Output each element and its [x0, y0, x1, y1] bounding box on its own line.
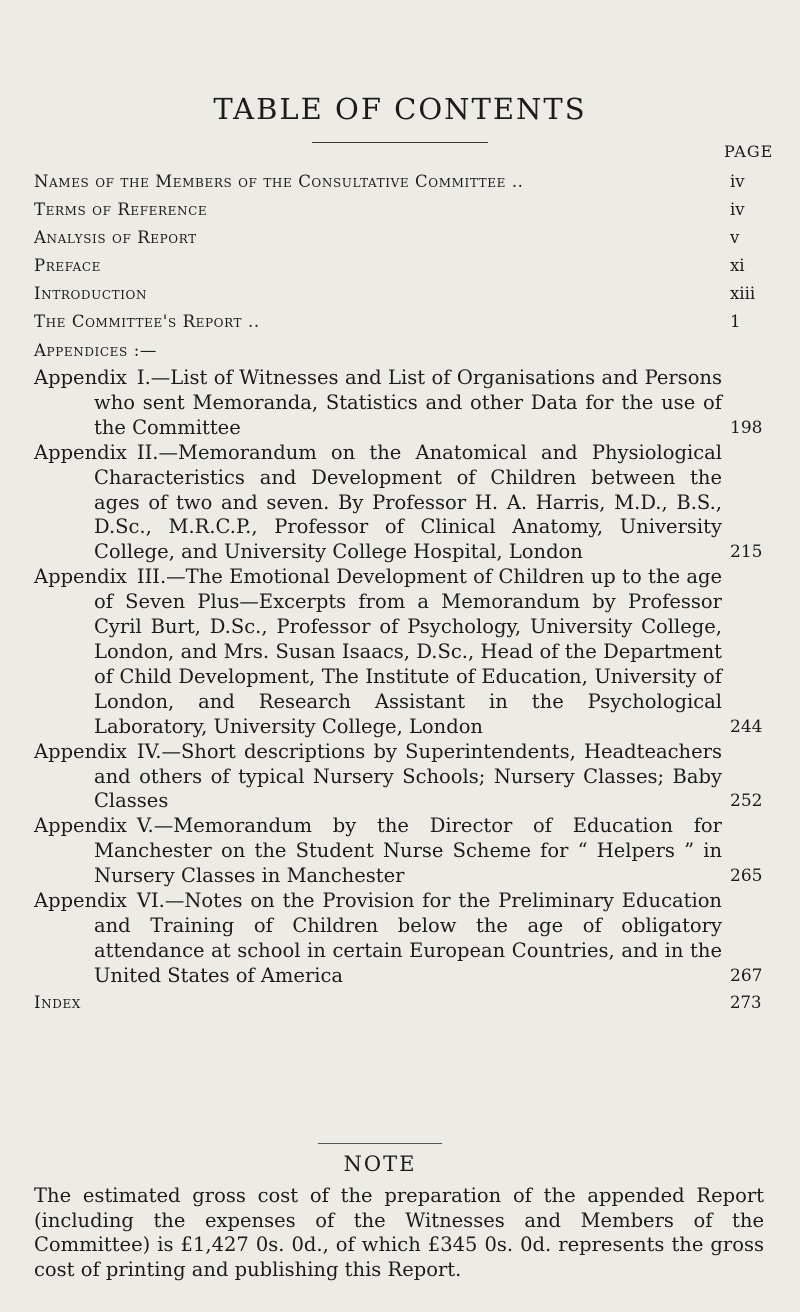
toc-entry-index [34, 989, 800, 1017]
appendix-entry-2 [34, 441, 800, 566]
appendix-label: Appendix [34, 739, 127, 763]
toc-entry-terms-of-reference [34, 196, 800, 224]
title-rule [312, 142, 488, 143]
toc-entry-label: Analysis of Report [34, 228, 197, 247]
toc-entry-committee-report [34, 308, 800, 336]
appendix-page: 215 [730, 542, 763, 563]
table-of-contents [34, 168, 800, 1017]
appendix-text: I.—List of Witnesses and List of Organisations and Persons who sent Memoranda, Statistics and other Data for the use of the Committee [94, 366, 722, 439]
appendix-page: 267 [730, 965, 763, 986]
appendix-label: Appendix [34, 889, 127, 913]
toc-entry-page: 1 [730, 312, 741, 331]
index-label: Index [34, 992, 81, 1012]
note-text: The estimated gross cost of the preparation of the appended Report (including the expenses of the Witnesses and Members of the Committee) is £1,427 0s. 0d., of which £345 0s. 0d. represents the gross cost of printing and publishing this Report. [34, 1184, 764, 1281]
toc-entry-label: The Committee's Report .. [34, 312, 260, 331]
toc-entry-label: Preface [34, 256, 101, 275]
toc-entry-page: iv [730, 172, 745, 191]
appendix-entry-3 [34, 565, 800, 739]
appendix-entry-6 [34, 889, 800, 989]
toc-entry-analysis [34, 224, 800, 252]
page-title: TABLE OF CONTENTS [213, 92, 587, 126]
toc-entry-introduction [34, 280, 800, 308]
toc-entry-page: xi [730, 256, 745, 275]
toc-entry-preface [34, 252, 800, 280]
toc-entry-page: v [730, 228, 740, 247]
toc-entry-committee-members [34, 168, 800, 196]
note-rule [318, 1143, 442, 1144]
appendix-label: Appendix [34, 440, 127, 464]
appendix-entry-4 [34, 740, 800, 815]
appendix-page: 252 [730, 791, 763, 812]
appendix-page: 265 [730, 866, 763, 887]
toc-entry-page: xiii [730, 284, 756, 303]
toc-entry-label: Names of the Members of the Consultative Committee .. [34, 172, 524, 191]
appendix-text: III.—The Emotional Development of Children up to the age of Seven Plus—Excerpts from a Memorandum by Professor Cyril Burt, D.Sc., Professor of Psychology, University College, London, and Mrs. Susan Isaacs, D.Sc., Head of the Department of Child Development, The Institute of Education, University of London, and Research Assistant in the Psychological Laboratory, University College, London [94, 565, 722, 738]
appendix-entry-5 [34, 814, 800, 889]
appendix-text: IV.—Short descriptions by Superintendents, Headteachers and others of typical Nursery Schools; Nursery Classes; Baby Classes [94, 739, 722, 813]
appendix-text: II.—Memorandum on the Anatomical and Physiological Characteristics and Development of Children between the ages of two and seven. By Professor H. A. Harris, M.D., B.S., D.Sc., M.R.C.P., Professor of Clinical Anatomy, University College, and University College Hospital, London [94, 440, 722, 564]
appendix-label: Appendix [34, 565, 127, 589]
toc-entry-label: Introduction [34, 284, 148, 303]
appendix-text: V.—Memorandum by the Director of Education for Manchester on the Student Nurse Scheme for “ Helpers ” in Nursery Classes in Manchester [94, 814, 722, 888]
index-page: 273 [730, 992, 762, 1012]
appendix-page: 244 [730, 716, 763, 737]
appendices-heading: Appendices :— [34, 341, 157, 360]
toc-entry-label: Terms of Reference [34, 200, 208, 219]
appendix-label: Appendix [34, 814, 127, 838]
page-column-header: PAGE [724, 142, 774, 161]
appendix-text: VI.—Notes on the Provision for the Preliminary Education and Training of Children below the age of obligatory attendance at school in certain European Countries, and in the United States of America [94, 889, 722, 987]
appendix-page: 198 [730, 417, 763, 438]
appendix-label: Appendix [34, 366, 127, 389]
appendix-entry-1 [34, 366, 800, 441]
note-title: NOTE [343, 1152, 417, 1176]
toc-entry-page: iv [730, 200, 745, 219]
